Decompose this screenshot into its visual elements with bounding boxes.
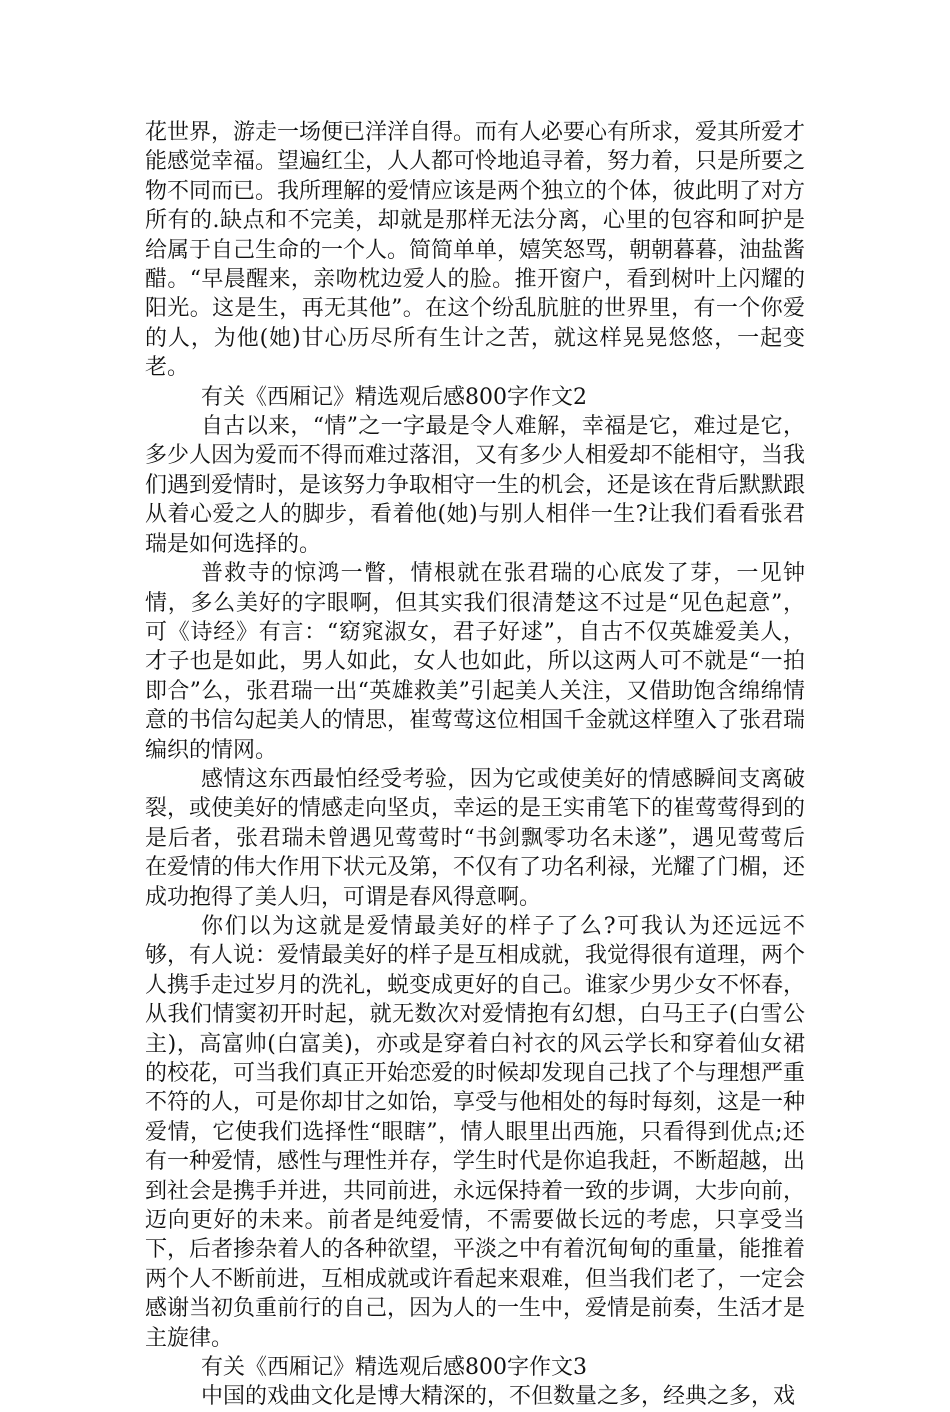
paragraph-2-4: 你们以为这就是爱情最美好的样子了么?可我认为还远远不够，有人说：爱情最美好的样子是互相成就，我觉得很有道理，两个人携手走过岁月的洗礼，蜕变成更好的自己。谁家少男少女不怀春，从我们情窦初开时起，就无数次对爱情抱有幻想，白马王子(白雪公主)，高富帅(白富美)，亦或是穿着白衬衣的风云学长和穿着仙女裙的校花，可当我们真正开始恋爱的时候却发现自己找了个与理想严重不符的人，可是你却甘之如饴，享受与他相处的每时每刻，这是一种爱情，它使我们选择性“眼瞎”，情人眼里出西施，只看得到优点;还有一种爱情，感性与理性并存，学生时代是你追我赶，不断超越，出到社会是携手并进，共同前进，永远保持着一致的步调，大步向前，迈向更好的未来。前者是纯爱情，不需要做长远的考虑，只享受当下，后者掺杂着人的各种欲望，平淡之中有着沉甸甸的重量，能推着两个人不断前进，互相成就或许看起来艰难，但当我们老了，一定会感谢当初负重前行的自己，因为人的一生中，爱情是前奏，生活才是主旋律。 bbox=[145, 913, 806, 1351]
paragraph-intro-continued: 花世界，游走一场便已洋洋自得。而有人必要心有所求，爱其所爱才能感觉幸福。望遍红尘，人人都可怜地追寻着，努力着，只是所要之物不同而已。我所理解的爱情应该是两个独立的个体，彼此明了对方所有的.缺点和不完美，却就是那样无法分离，心里的包容和呵护是给属于自己生命的一个人。简简单单，嬉笑怒骂，朝朝暮暮，油盐酱醋。“早晨醒来，亲吻枕边爱人的脸。推开窗户，看到树叶上闪耀的阳光。这是生，再无其他”。在这个纷乱肮脏的世界里，有一个你爱的人，为他(她)甘心历尽所有生计之苦，就这样晃晃悠悠，一起变老。 bbox=[145, 120, 806, 381]
section-heading-2: 有关《西厢记》精选观后感800字作文2 bbox=[201, 384, 587, 410]
paragraph-2-3: 感情这东西最怕经受考验，因为它或使美好的情感瞬间支离破裂，或使美好的情感走向坚贞，幸运的是王实甫笔下的崔莺莺得到的是后者，张君瑞未曾遇见莺莺时“书剑飘零功名未遂”，遇见莺莺后在爱情的伟大作用下状元及第，不仅有了功名利禄，光耀了门楣，还成功抱得了美人归，可谓是春风得意啊。 bbox=[145, 766, 806, 910]
paragraph-2-1: 自古以来，“情”之一字最是令人难解，幸福是它，难过是它，多少人因为爱而不得而难过落泪，又有多少人相爱却不能相守，当我们遇到爱情时，是该努力争取相守一生的机会，还是该在背后默默跟从着心爱之人的脚步，看着他(她)与别人相伴一生?让我们看看张君瑞是如何选择的。 bbox=[145, 414, 806, 557]
paragraph-2-2: 普救寺的惊鸿一瞥，情根就在张君瑞的心底发了芽，一见钟情，多么美好的字眼啊，但其实我们很清楚这不过是“见色起意”，可《诗经》有言：“窈窕淑女，君子好逑”，自古不仅英雄爱美人，才子也是如此，男人如此，女人也如此，所以这两人可不就是“一拍即合”么，张君瑞一出“英雄救美”引起美人关注，又借助饱含绵绵情意的书信勾起美人的情思，崔莺莺这位相国千金就这样堕入了张君瑞编织的情网。 bbox=[145, 561, 806, 763]
document-page bbox=[145, 118, 805, 1412]
paragraph-3-1: 中国的戏曲文化是博大精深的，不但数量之多，经典之多，戏 bbox=[201, 1384, 796, 1410]
section-heading-3: 有关《西厢记》精选观后感800字作文3 bbox=[201, 1355, 587, 1381]
